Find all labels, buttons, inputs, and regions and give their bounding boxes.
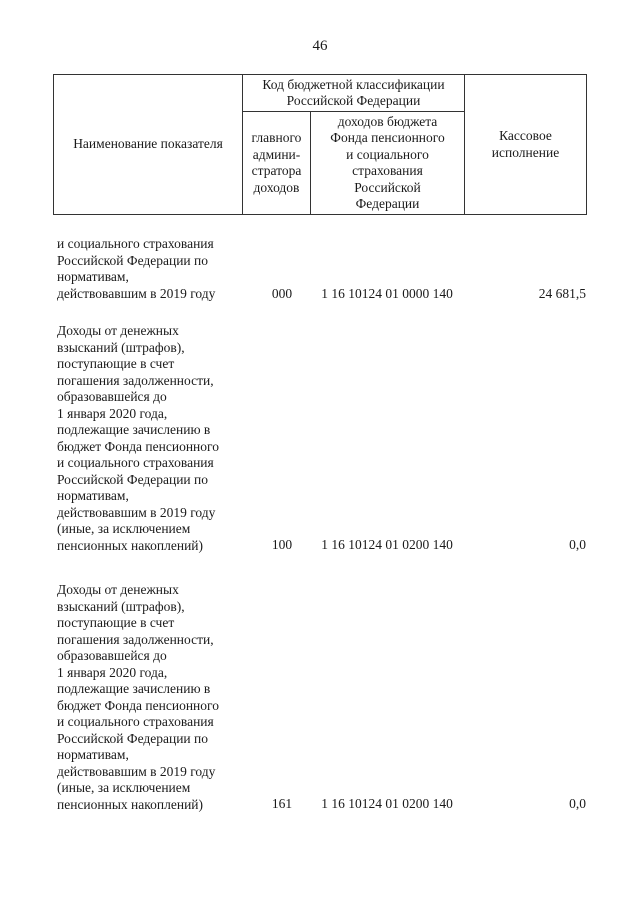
revenue-code-cell: 1 16 10124 01 0200 140 <box>321 796 453 811</box>
indicator-name-cell: и социального страхования Российской Федерации по нормативам, действовавшим в 2019 году <box>57 236 216 301</box>
revenue-code-cell: 1 16 10124 01 0200 140 <box>321 537 453 552</box>
table-header <box>53 74 587 215</box>
header-chief-administrator: главного админи- стратора доходов <box>251 130 302 195</box>
amount-cell: 0,0 <box>569 537 586 552</box>
amount-cell: 0,0 <box>569 796 586 811</box>
indicator-name-cell: Доходы от денежных взысканий (штрафов), поступающие в счет погашения задолженности, образовавшейся до 1 января 2020 года, подлежащие зачислению в бюджет Фонда пенсионного и социального страхования Российской Федерации по нормативам, действовавшим в 2019 году (иные, за исключением пенсионных накоплений) <box>57 323 219 553</box>
page-number: 46 <box>312 38 328 54</box>
admin-code-cell: 000 <box>271 286 293 301</box>
header-fund-revenues: доходов бюджета Фонда пенсионного и социального страхования Российской Федерации <box>330 113 445 211</box>
indicator-name-cell: Доходы от денежных взысканий (штрафов), поступающие в счет погашения задолженности, образовавшейся до 1 января 2020 года, подлежащие зачислению в бюджет Фонда пенсионного и социального страхования Российской Федерации по нормативам, действовавшим в 2019 году (иные, за исключением пенсионных накоплений) <box>57 582 219 812</box>
header-budget-code-group: Код бюджетной классификации Российской Федерации <box>262 76 445 108</box>
admin-code-cell: 100 <box>271 537 293 552</box>
amount-cell: 24 681,5 <box>538 286 586 301</box>
header-cash-execution: Кассовое исполнение <box>491 128 560 160</box>
revenue-code-cell: 1 16 10124 01 0000 140 <box>321 286 453 301</box>
admin-code-cell: 161 <box>271 796 293 811</box>
header-indicator-name: Наименование показателя <box>73 136 223 152</box>
